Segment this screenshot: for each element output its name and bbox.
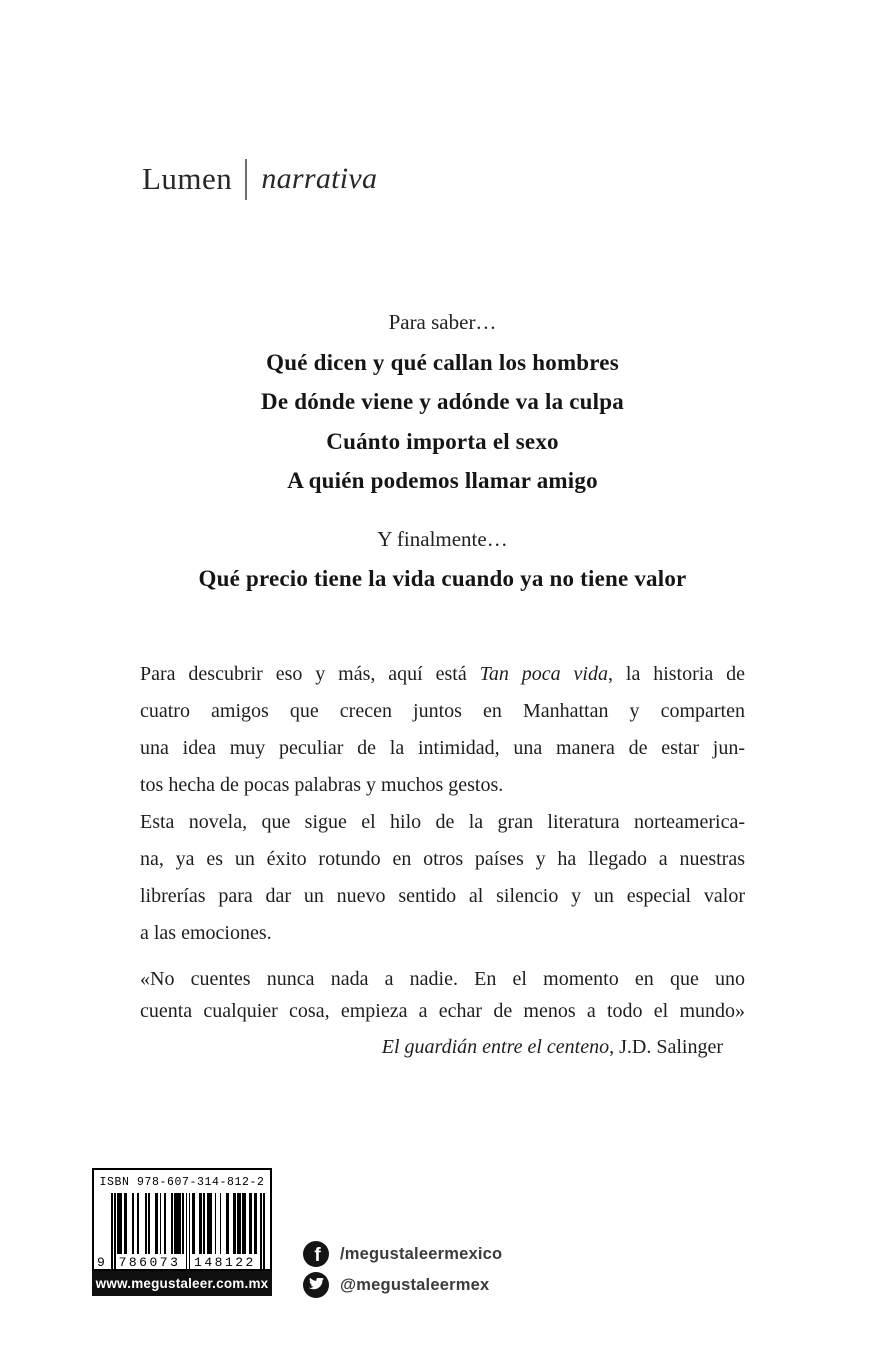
synopsis-paragraph-2: Esta novela, que sigue el hilo de la gran literatura norteamerica- na, ya es un éxito rotundo en otros países y ha llegado a nuestras librerías para dar un nuevo sentido al silencio y un especial valor a las emociones. bbox=[140, 811, 745, 944]
synopsis-paragraph-1: Para descubrir eso y más, aquí está Tan poca vida, la historia de cuatro amigos que crecen juntos en Manhattan y comparten una idea muy peculiar de la intimidad, una manera de estar jun- tos hecha de pocas palabras y muchos gestos. bbox=[140, 663, 745, 796]
website-strip: www.megustaleer.com.mx bbox=[92, 1271, 272, 1296]
isbn-label: ISBN 978-607-314-812-2 bbox=[99, 1176, 265, 1189]
facebook-handle: /megustaleermexico bbox=[340, 1244, 503, 1263]
barcode-bars bbox=[97, 1193, 265, 1270]
social-block bbox=[303, 1241, 502, 1303]
twitter-icon bbox=[303, 1272, 329, 1298]
quote-text: «No cuentes nunca nada a nadie. En el momento en que uno cuenta cualquier cosa, empieza a echar de menos a todo el mundo» bbox=[140, 968, 745, 1022]
logo-divider bbox=[245, 159, 247, 200]
facebook-row bbox=[303, 1241, 502, 1267]
lumen-wordmark: Lumen bbox=[142, 161, 233, 196]
synopsis-block bbox=[140, 656, 745, 1063]
collection-name: narrativa bbox=[261, 162, 378, 195]
barcode-box bbox=[92, 1168, 272, 1271]
quote-source-author: , J.D. Salinger bbox=[609, 1036, 723, 1058]
teaser-block bbox=[140, 303, 745, 599]
facebook-icon: f bbox=[303, 1241, 329, 1267]
twitter-row bbox=[303, 1272, 502, 1298]
barcode-block bbox=[92, 1168, 272, 1296]
teaser-finally-question: Qué precio tiene la vida cuando ya no tiene valor bbox=[198, 566, 687, 591]
twitter-handle: @megustaleermex bbox=[340, 1275, 490, 1294]
teaser-question-3: Cuánto importa el sexo bbox=[326, 428, 559, 454]
barcode-digits-group1: 786073 bbox=[118, 1255, 181, 1270]
teaser-question-1: Qué dicen y qué callan los hombres bbox=[266, 349, 619, 375]
quote-source-title: El guardián entre el centeno bbox=[381, 1036, 610, 1058]
teaser-intro: Para saber… bbox=[388, 310, 497, 334]
publisher-logo bbox=[142, 157, 377, 201]
barcode-digit-left: 9 bbox=[97, 1255, 105, 1270]
teaser-question-4: A quién podemos llamar amigo bbox=[287, 468, 598, 493]
quote-attribution bbox=[140, 1031, 745, 1063]
teaser-finally-intro: Y finalmente… bbox=[377, 526, 508, 551]
teaser-question-2: De dónde viene y adónde va la culpa bbox=[261, 389, 624, 414]
barcode-digits-group2: 148122 bbox=[194, 1255, 256, 1270]
